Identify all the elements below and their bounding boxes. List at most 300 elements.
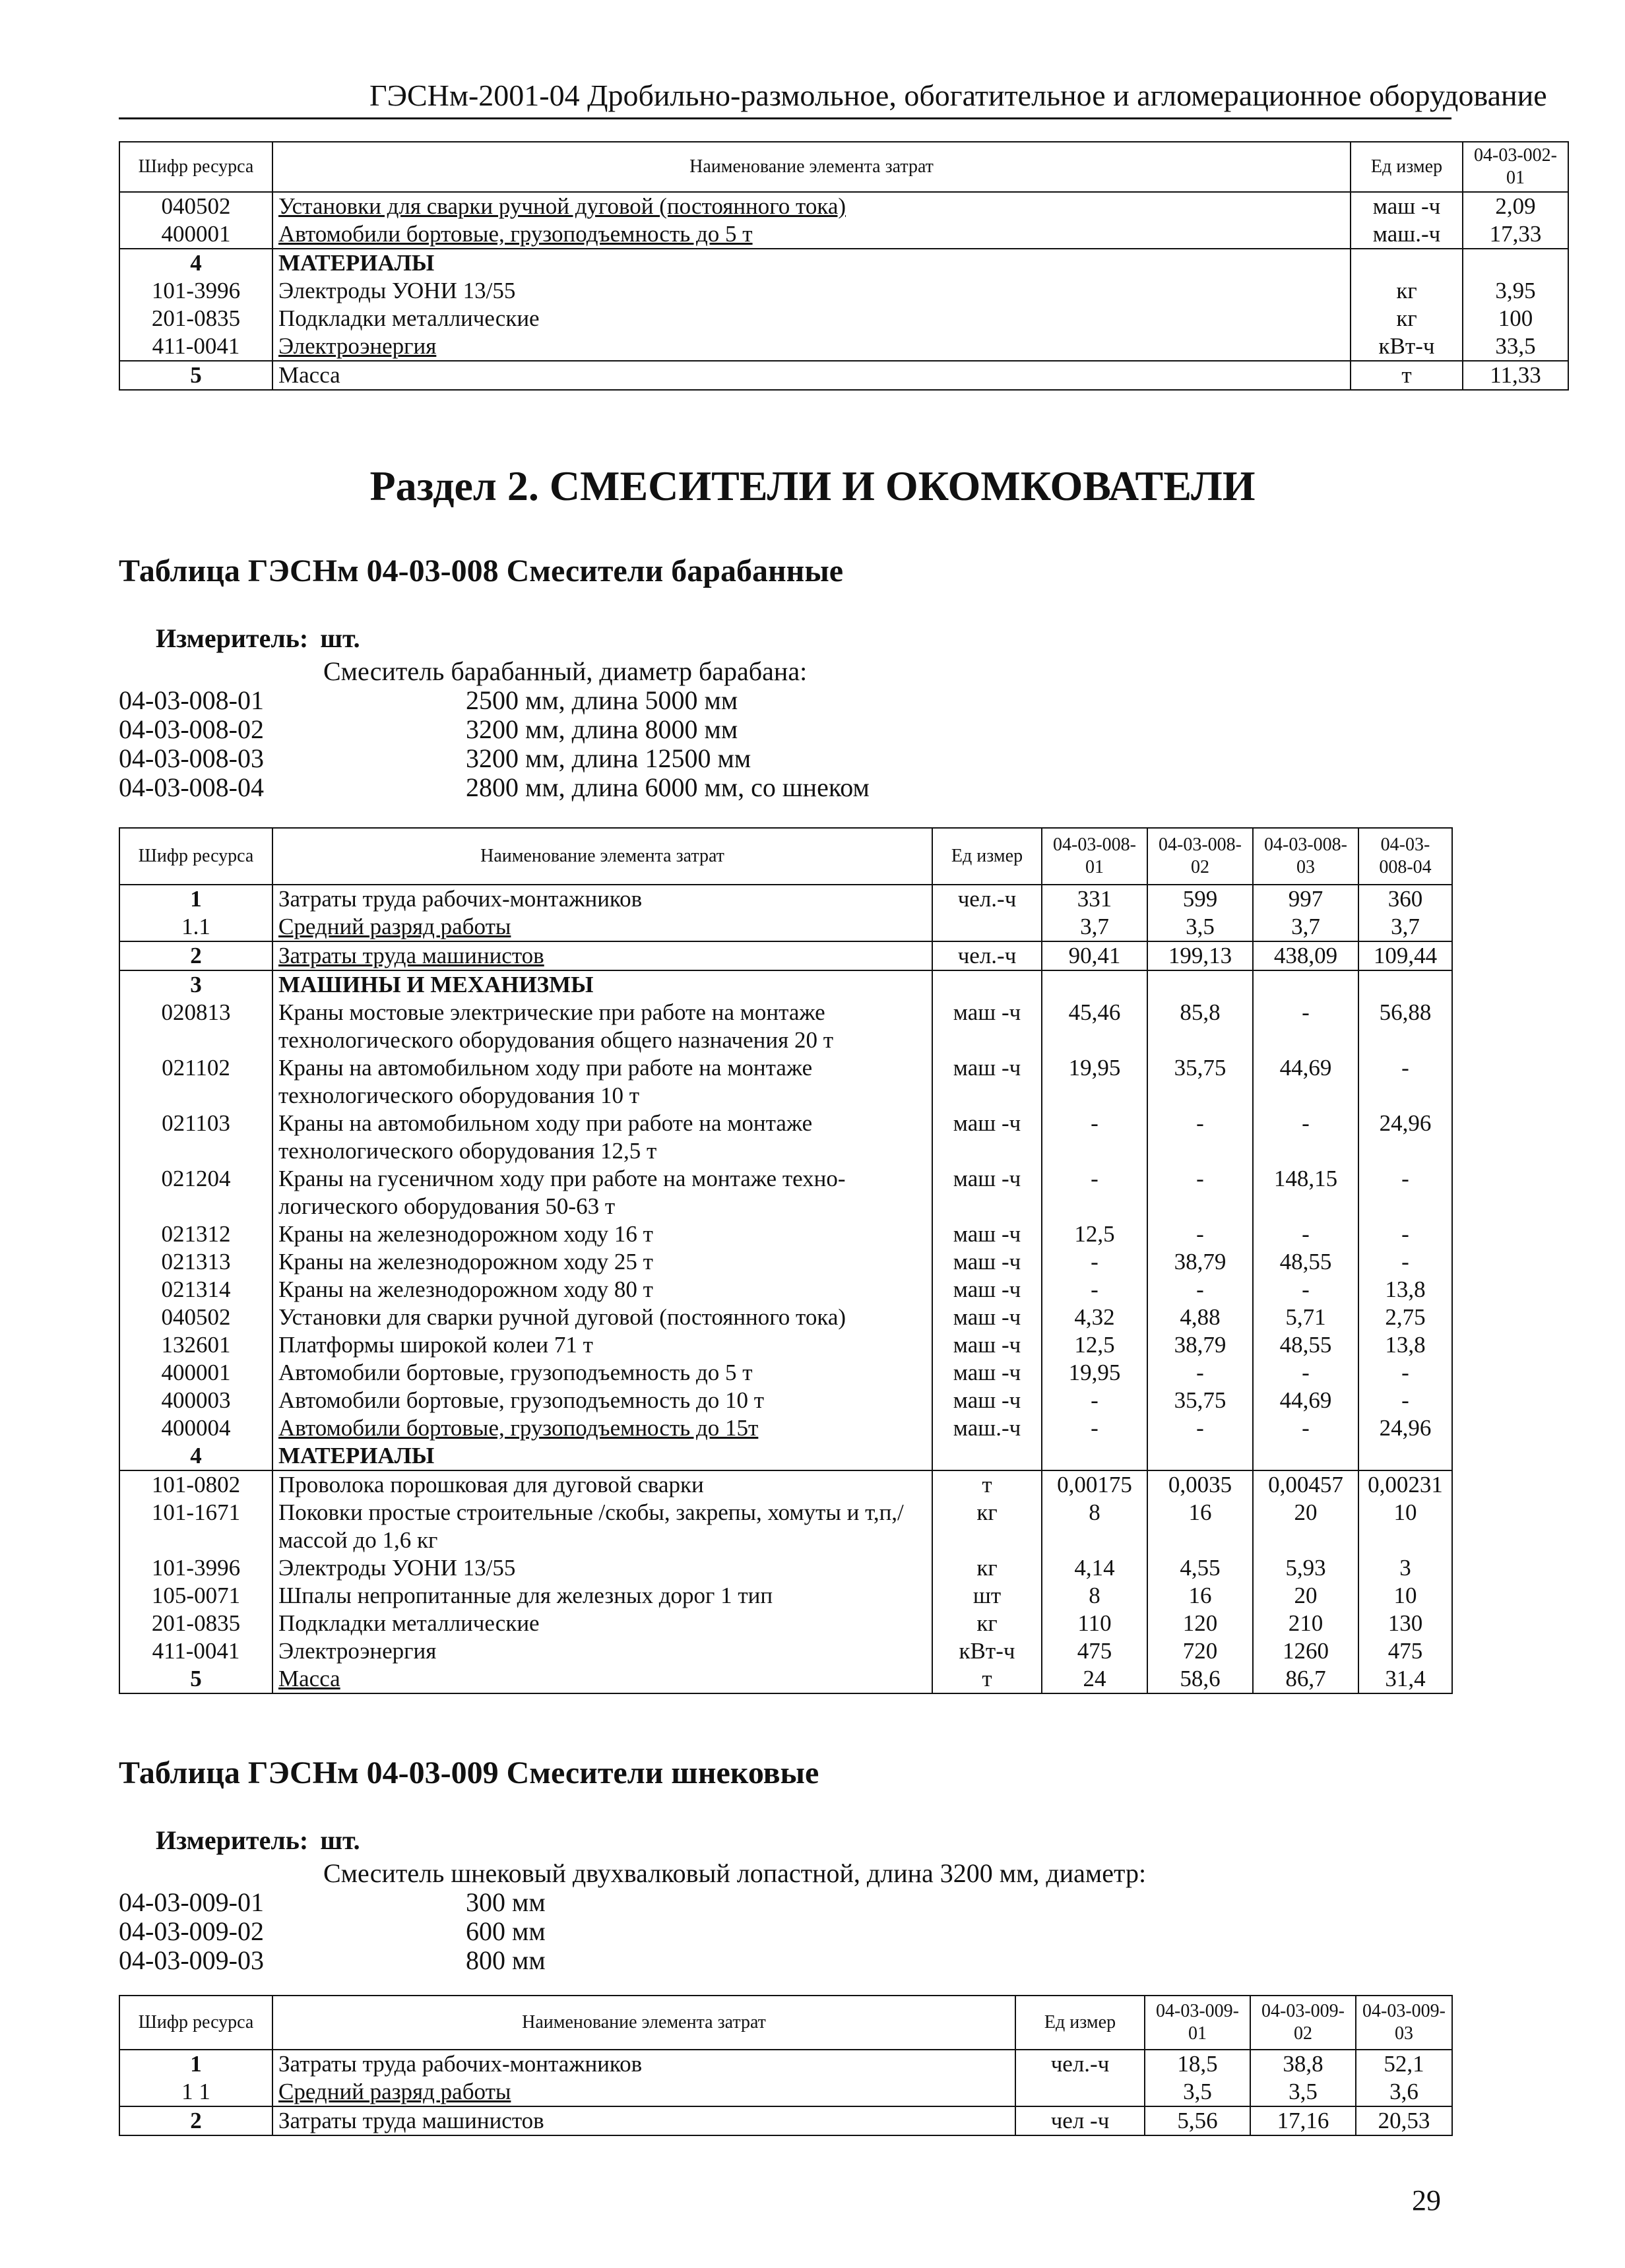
column-header-name: Наименование элемента затрат [272, 1996, 1015, 2050]
cell-value: 31,4 [1358, 1665, 1452, 1693]
unit-of-measure: маш -ч [932, 1304, 1042, 1331]
table-row [119, 1110, 1452, 1165]
table-prev-body [119, 192, 1568, 390]
resource-name: МАТЕРИАЛЫ [272, 1442, 932, 1470]
cell-value: 100 [1463, 305, 1568, 332]
cell-value: 16 [1147, 1582, 1253, 1610]
table-009-body [119, 2050, 1452, 2135]
variant-code: 04-03-009-03 [119, 1945, 264, 1975]
header-row [119, 1996, 1452, 2050]
resource-code: 021102 [119, 1054, 272, 1110]
variant-text: 3200 мм, длина 12500 мм [466, 743, 751, 773]
unit-of-measure: маш -ч [932, 1359, 1042, 1387]
meter-value: шт. [320, 623, 360, 653]
resource-code: 020813 [119, 999, 272, 1054]
cell-value: 3,7 [1253, 913, 1358, 941]
cell-value: 0,0035 [1147, 1470, 1253, 1499]
table-row [119, 1331, 1452, 1359]
page-number: 29 [1412, 2184, 1441, 2217]
variant-code: 04-03-008-03 [119, 743, 264, 773]
column-header-unit: Ед измер [1351, 142, 1463, 192]
cell-value: 20 [1253, 1499, 1358, 1554]
variant-line [119, 743, 751, 774]
resource-name: Автомобили бортовые, грузоподъемность до 15т [272, 1414, 932, 1442]
cell-value: 56,88 [1358, 999, 1452, 1054]
cell-value: 85,8 [1147, 999, 1253, 1054]
cell-value: 45,46 [1042, 999, 1147, 1054]
table-row [119, 1665, 1452, 1693]
column-header-variant: 04-03-009-01 [1145, 1996, 1250, 2050]
cell-value: - [1253, 1276, 1358, 1304]
cell-value: 44,69 [1253, 1054, 1358, 1110]
resource-name: Подкладки металлические [272, 1610, 932, 1637]
unit-of-measure: кг [932, 1499, 1042, 1554]
resource-code: 3 [119, 970, 272, 999]
cell-value: - [1358, 1248, 1452, 1276]
resource-code: 5 [119, 1665, 272, 1693]
resource-table-008 [119, 827, 1453, 1694]
cell-value: 17,16 [1250, 2106, 1356, 2135]
table-008-meter [156, 623, 360, 654]
table-row [119, 1054, 1452, 1110]
resource-code: 400001 [119, 1359, 272, 1387]
cell-value: - [1147, 1359, 1253, 1387]
resource-table-009 [119, 1995, 1453, 2136]
cell-value: 1260 [1253, 1637, 1358, 1665]
cell-value: 4,32 [1042, 1304, 1147, 1331]
cell-value [1358, 970, 1452, 999]
variant-text: 800 мм [466, 1945, 546, 1975]
cell-value: 331 [1042, 885, 1147, 913]
cell-value: - [1147, 1110, 1253, 1165]
variant-line [119, 685, 738, 716]
table-row [119, 1582, 1452, 1610]
cell-value: - [1253, 1220, 1358, 1248]
unit-of-measure: шт [932, 1582, 1042, 1610]
unit-of-measure [932, 1442, 1042, 1470]
column-header-variant: 04-03-009-03 [1356, 1996, 1452, 2050]
resource-name: Затраты труда рабочих-монтажников [272, 2050, 1015, 2078]
resource-code: 105-0071 [119, 1582, 272, 1610]
cell-value: - [1253, 999, 1358, 1054]
table-009-description: Смеситель шнековый двухвалковый лопастной, длина 3200 мм, диаметр: [323, 1858, 1147, 1888]
table-row [119, 1387, 1452, 1414]
cell-value: 199,13 [1147, 941, 1253, 970]
resource-code: 4 [119, 249, 272, 277]
resource-code: 400004 [119, 1414, 272, 1442]
resource-code: 2 [119, 941, 272, 970]
resource-name: Затраты труда машинистов [272, 2106, 1015, 2135]
cell-value: - [1358, 1165, 1452, 1220]
resource-name: Краны на железнодорожном ходу 16 т [272, 1220, 932, 1248]
table-row [119, 1165, 1452, 1220]
table-row [119, 1442, 1452, 1470]
variant-line [119, 772, 870, 803]
cell-value: 19,95 [1042, 1054, 1147, 1110]
resource-name: Масса [272, 361, 1351, 390]
resource-name: Шпалы непропитанные для железных дорог 1 тип [272, 1582, 932, 1610]
resource-name: Затраты труда рабочих-монтажников [272, 885, 932, 913]
unit-of-measure: маш -ч [932, 1110, 1042, 1165]
header-rule [119, 117, 1451, 119]
column-header-variant: 04-03-002-01 [1463, 142, 1568, 192]
table-row [119, 1414, 1452, 1442]
cell-value: 52,1 [1356, 2050, 1452, 2078]
resource-code: 201-0835 [119, 305, 272, 332]
table-row [119, 192, 1568, 220]
cell-value: - [1042, 1248, 1147, 1276]
cell-value: 2,75 [1358, 1304, 1452, 1331]
cell-value: 13,8 [1358, 1331, 1452, 1359]
table-row [119, 305, 1568, 332]
table-row [119, 1499, 1452, 1554]
header-row [119, 142, 1568, 192]
cell-value [1253, 970, 1358, 999]
resource-code: 132601 [119, 1331, 272, 1359]
cell-value [1042, 970, 1147, 999]
resource-code: 400001 [119, 220, 272, 249]
resource-name: МАТЕРИАЛЫ [272, 249, 1351, 277]
unit-of-measure: кг [1351, 277, 1463, 305]
unit-of-measure: маш -ч [932, 1165, 1042, 1220]
cell-value: 599 [1147, 885, 1253, 913]
cell-value: 24,96 [1358, 1110, 1452, 1165]
column-header-variant: 04-03-008-01 [1042, 828, 1147, 885]
cell-value: 12,5 [1042, 1220, 1147, 1248]
resource-name: Масса [272, 1665, 932, 1693]
cell-value: 11,33 [1463, 361, 1568, 390]
cell-value: 4,14 [1042, 1554, 1147, 1582]
unit-of-measure: кг [932, 1610, 1042, 1637]
cell-value: - [1042, 1387, 1147, 1414]
resource-name: Краны на железнодорожном ходу 25 т [272, 1248, 932, 1276]
resource-name: Электроды УОНИ 13/55 [272, 1554, 932, 1582]
resource-name: Затраты труда машинистов [272, 941, 932, 970]
resource-name: Проволока порошковая для дуговой сварки [272, 1470, 932, 1499]
resource-code: 400003 [119, 1387, 272, 1414]
variant-code: 04-03-008-02 [119, 714, 264, 744]
table-009-title: Таблица ГЭСНм 04-03-009 Смесители шнековые [119, 1755, 819, 1790]
column-header-code: Шифр ресурса [119, 1996, 272, 2050]
resource-name: Автомобили бортовые, грузоподъемность до 5 т [272, 220, 1351, 249]
unit-of-measure: маш -ч [932, 1331, 1042, 1359]
unit-of-measure: маш -ч [932, 999, 1042, 1054]
table-row [119, 361, 1568, 390]
cell-value: 24,96 [1358, 1414, 1452, 1442]
resource-name: Установки для сварки ручной дуговой (постоянного тока) [272, 1304, 932, 1331]
cell-value: 16 [1147, 1499, 1253, 1554]
resource-name: Краны мостовые электрические при работе на монтаже технологического оборудования общего назначения 20 т [272, 999, 932, 1054]
cell-value: 20 [1253, 1582, 1358, 1610]
cell-value: 720 [1147, 1637, 1253, 1665]
variant-text: 2800 мм, длина 6000 мм, со шнеком [466, 772, 870, 802]
variant-code: 04-03-009-02 [119, 1916, 264, 1946]
table-row [119, 1304, 1452, 1331]
cell-value: 19,95 [1042, 1359, 1147, 1387]
table-row [119, 249, 1568, 277]
resource-code: 411-0041 [119, 1637, 272, 1665]
column-header-variant: 04-03-009-02 [1250, 1996, 1356, 2050]
resource-name: Электроэнергия [272, 1637, 932, 1665]
cell-value: 8 [1042, 1499, 1147, 1554]
cell-value: - [1042, 1110, 1147, 1165]
unit-of-measure: кВт-ч [932, 1637, 1042, 1665]
header-row [119, 828, 1452, 885]
resource-name: Подкладки металлические [272, 305, 1351, 332]
resource-code: 2 [119, 2106, 272, 2135]
resource-code: 021204 [119, 1165, 272, 1220]
cell-value: 4,88 [1147, 1304, 1253, 1331]
unit-of-measure: т [932, 1665, 1042, 1693]
variant-line [119, 1887, 546, 1918]
resource-code: 1.1 [119, 913, 272, 941]
cell-value: - [1253, 1359, 1358, 1387]
cell-value: 4,55 [1147, 1554, 1253, 1582]
running-header: ГЭСНм-2001-04 Дробильно-размольное, обогатительное и агломерационное оборудование [369, 79, 1547, 112]
cell-value: - [1042, 1414, 1147, 1442]
cell-value: 3,5 [1147, 913, 1253, 941]
cell-value: 33,5 [1463, 332, 1568, 361]
cell-value [1147, 1442, 1253, 1470]
cell-value [1358, 1442, 1452, 1470]
cell-value: 475 [1042, 1637, 1147, 1665]
column-header-variant: 04-03-008-04 [1358, 828, 1452, 885]
resource-name: Платформы широкой колеи 71 т [272, 1331, 932, 1359]
table-row [119, 2106, 1452, 2135]
column-header-unit: Ед измер [1015, 1996, 1145, 2050]
unit-of-measure: т [1351, 361, 1463, 390]
cell-value: 90,41 [1042, 941, 1147, 970]
cell-value: 10 [1358, 1499, 1452, 1554]
cell-value: 18,5 [1145, 2050, 1250, 2078]
table-008-header [119, 828, 1452, 885]
unit-of-measure: маш -ч [932, 1387, 1042, 1414]
unit-of-measure: т [932, 1470, 1042, 1499]
cell-value [1147, 970, 1253, 999]
variant-text: 600 мм [466, 1916, 546, 1946]
unit-of-measure: маш.-ч [932, 1414, 1042, 1442]
table-row [119, 2050, 1452, 2078]
cell-value: 38,79 [1147, 1248, 1253, 1276]
column-header-code: Шифр ресурса [119, 142, 272, 192]
resource-name: Автомобили бортовые, грузоподъемность до 10 т [272, 1387, 932, 1414]
resource-name: Установки для сварки ручной дуговой (постоянного тока) [272, 192, 1351, 220]
table-row [119, 1276, 1452, 1304]
variant-line [119, 1916, 546, 1947]
cell-value: 48,55 [1253, 1331, 1358, 1359]
variant-code: 04-03-008-04 [119, 772, 264, 802]
resource-code: 021314 [119, 1276, 272, 1304]
meter-label: Измеритель: [156, 1825, 309, 1855]
unit-of-measure: маш -ч [932, 1220, 1042, 1248]
table-row [119, 277, 1568, 305]
cell-value: - [1358, 1387, 1452, 1414]
resource-code: 4 [119, 1442, 272, 1470]
cell-value: - [1253, 1414, 1358, 1442]
cell-value: - [1147, 1220, 1253, 1248]
unit-of-measure [1015, 2078, 1145, 2106]
table-row [119, 941, 1452, 970]
cell-value: 360 [1358, 885, 1452, 913]
unit-of-measure: чел -ч [1015, 2106, 1145, 2135]
cell-value: - [1358, 1359, 1452, 1387]
variant-text: 2500 мм, длина 5000 мм [466, 685, 738, 715]
resource-name: Средний разряд работы [272, 2078, 1015, 2106]
resource-code: 201-0835 [119, 1610, 272, 1637]
resource-name: Поковки простые строительные /скобы, закрепы, хомуты и т,п,/ массой до 1,6 кг [272, 1499, 932, 1554]
cell-value: 13,8 [1358, 1276, 1452, 1304]
variant-line [119, 714, 738, 745]
cell-value: 8 [1042, 1582, 1147, 1610]
table-row [119, 1637, 1452, 1665]
resource-name: Краны на железнодорожном ходу 80 т [272, 1276, 932, 1304]
meter-value: шт. [320, 1825, 360, 1855]
resource-code: 101-3996 [119, 1554, 272, 1582]
resource-code: 040502 [119, 192, 272, 220]
resource-name: Электроды УОНИ 13/55 [272, 277, 1351, 305]
table-008-title: Таблица ГЭСНм 04-03-008 Смесители барабанные [119, 553, 844, 588]
resource-code: 411-0041 [119, 332, 272, 361]
cell-value: - [1042, 1276, 1147, 1304]
cell-value: 475 [1358, 1637, 1452, 1665]
cell-value: 438,09 [1253, 941, 1358, 970]
unit-of-measure [1351, 249, 1463, 277]
variant-code: 04-03-009-01 [119, 1887, 264, 1917]
cell-value: 120 [1147, 1610, 1253, 1637]
resource-name: Средний разряд работы [272, 913, 932, 941]
table-row [119, 2078, 1452, 2106]
resource-name: Электроэнергия [272, 332, 1351, 361]
unit-of-measure [932, 970, 1042, 999]
cell-value: 17,33 [1463, 220, 1568, 249]
resource-name: Краны на автомобильном ходу при работе на монтаже технологического оборудования 12,5 т [272, 1110, 932, 1165]
table-row [119, 885, 1452, 913]
cell-value: 110 [1042, 1610, 1147, 1637]
unit-of-measure: кг [1351, 305, 1463, 332]
unit-of-measure: маш -ч [932, 1054, 1042, 1110]
resource-code: 1 [119, 885, 272, 913]
resource-code: 1 1 [119, 2078, 272, 2106]
unit-of-measure [932, 913, 1042, 941]
unit-of-measure: кВт-ч [1351, 332, 1463, 361]
cell-value: 3,5 [1145, 2078, 1250, 2106]
table-009-header [119, 1996, 1452, 2050]
unit-of-measure: чел.-ч [932, 885, 1042, 913]
cell-value: 10 [1358, 1582, 1452, 1610]
table-row [119, 970, 1452, 999]
unit-of-measure: маш -ч [1351, 192, 1463, 220]
table-008-description: Смеситель барабанный, диаметр барабана: [323, 656, 808, 686]
resource-name: Краны на автомобильном ходу при работе на монтаже технологического оборудования 10 т [272, 1054, 932, 1110]
meter-label: Измеритель: [156, 623, 309, 653]
resource-code: 101-0802 [119, 1470, 272, 1499]
resource-code: 101-3996 [119, 277, 272, 305]
cell-value: 3 [1358, 1554, 1452, 1582]
unit-of-measure: кг [932, 1554, 1042, 1582]
cell-value: 5,93 [1253, 1554, 1358, 1582]
resource-code: 1 [119, 2050, 272, 2078]
cell-value: 12,5 [1042, 1331, 1147, 1359]
cell-value: 24 [1042, 1665, 1147, 1693]
cell-value: - [1147, 1414, 1253, 1442]
cell-value: 38,79 [1147, 1331, 1253, 1359]
cell-value: 0,00175 [1042, 1470, 1147, 1499]
table-row [119, 1470, 1452, 1499]
resource-name: МАШИНЫ И МЕХАНИЗМЫ [272, 970, 932, 999]
cell-value: 3,7 [1358, 913, 1452, 941]
resource-code: 101-1671 [119, 1499, 272, 1554]
unit-of-measure: маш -ч [932, 1276, 1042, 1304]
resource-table-prev [119, 141, 1569, 391]
resource-name: Краны на гусеничном ходу при работе на монтаже техно-логического оборудования 50-63 т [272, 1165, 932, 1220]
cell-value: 148,15 [1253, 1165, 1358, 1220]
cell-value: 20,53 [1356, 2106, 1452, 2135]
cell-value: 0,00231 [1358, 1470, 1452, 1499]
cell-value: 2,09 [1463, 192, 1568, 220]
cell-value: - [1042, 1165, 1147, 1220]
cell-value [1463, 249, 1568, 277]
table-008-body [119, 885, 1452, 1693]
column-header-name: Наименование элемента затрат [272, 828, 932, 885]
table-row [119, 1610, 1452, 1637]
column-header-code: Шифр ресурса [119, 828, 272, 885]
cell-value: 997 [1253, 885, 1358, 913]
cell-value: - [1253, 1110, 1358, 1165]
variant-code: 04-03-008-01 [119, 685, 264, 715]
cell-value: 58,6 [1147, 1665, 1253, 1693]
cell-value: 5,71 [1253, 1304, 1358, 1331]
cell-value: - [1358, 1220, 1452, 1248]
cell-value [1042, 1442, 1147, 1470]
cell-value: 3,7 [1042, 913, 1147, 941]
cell-value: 38,8 [1250, 2050, 1356, 2078]
resource-code: 5 [119, 361, 272, 390]
cell-value: 44,69 [1253, 1387, 1358, 1414]
cell-value: 3,6 [1356, 2078, 1452, 2106]
cell-value: - [1147, 1276, 1253, 1304]
resource-code: 021103 [119, 1110, 272, 1165]
resource-name: Автомобили бортовые, грузоподъемность до 5 т [272, 1359, 932, 1387]
cell-value: 35,75 [1147, 1054, 1253, 1110]
variant-text: 3200 мм, длина 8000 мм [466, 714, 738, 744]
table-row [119, 1554, 1452, 1582]
cell-value: - [1358, 1054, 1452, 1110]
table-row [119, 913, 1452, 941]
cell-value: 86,7 [1253, 1665, 1358, 1693]
resource-code: 021312 [119, 1220, 272, 1248]
cell-value: 5,56 [1145, 2106, 1250, 2135]
resource-code: 021313 [119, 1248, 272, 1276]
resource-code: 040502 [119, 1304, 272, 1331]
table-row [119, 1248, 1452, 1276]
cell-value [1253, 1442, 1358, 1470]
unit-of-measure: маш -ч [932, 1248, 1042, 1276]
cell-value: 3,95 [1463, 277, 1568, 305]
section-heading: Раздел 2. СМЕСИТЕЛИ И ОКОМКОВАТЕЛИ [369, 462, 1256, 509]
cell-value: - [1147, 1165, 1253, 1220]
table-009-meter [156, 1825, 360, 1856]
table-row [119, 999, 1452, 1054]
unit-of-measure: чел.-ч [932, 941, 1042, 970]
table-row [119, 220, 1568, 249]
cell-value: 210 [1253, 1610, 1358, 1637]
column-header-name: Наименование элемента затрат [272, 142, 1351, 192]
cell-value: 48,55 [1253, 1248, 1358, 1276]
table-prev-header [119, 142, 1568, 192]
column-header-unit: Ед измер [932, 828, 1042, 885]
column-header-variant: 04-03-008-03 [1253, 828, 1358, 885]
unit-of-measure: маш.-ч [1351, 220, 1463, 249]
